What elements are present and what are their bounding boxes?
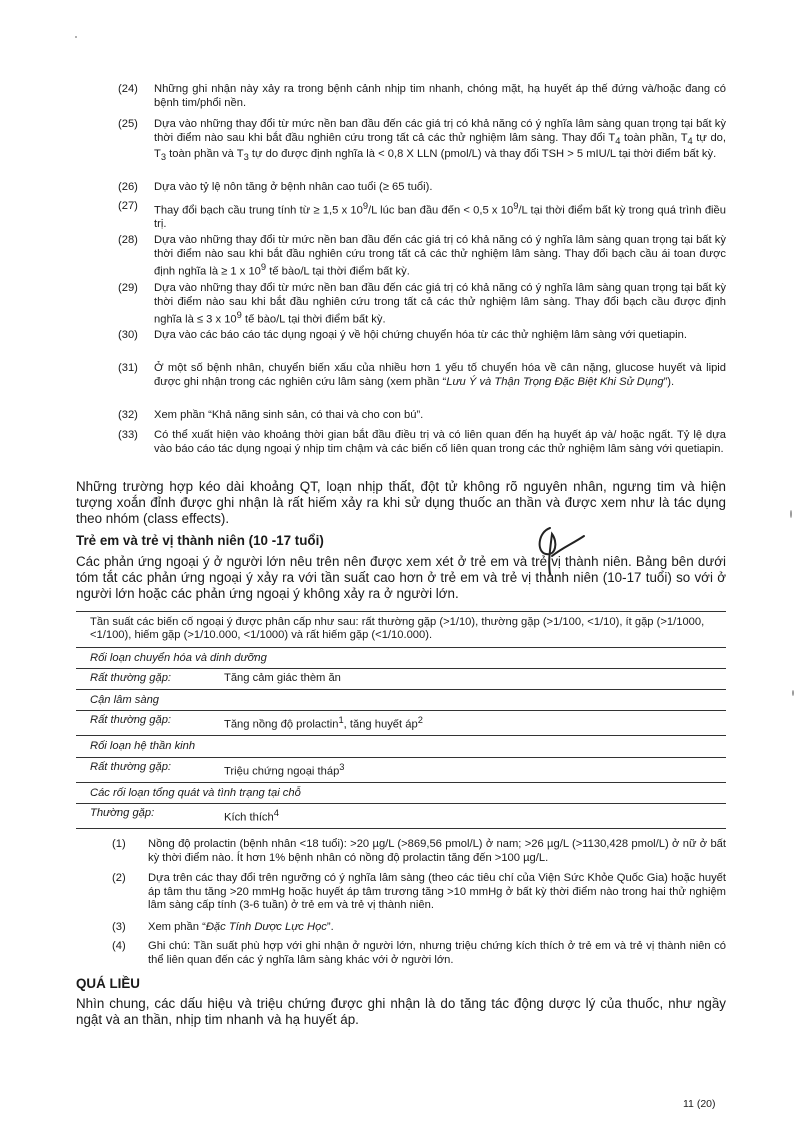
overdose-heading: QUÁ LIỀU [76,976,140,991]
frequency-definition: Tần suất các biến cố ngoại ý được phân cấp như sau: rất thường gặp (>1/10), thường gặp (>1/100, <1/10), ít gặp (>1/1000, <1/100), hiếm gặp (>1/10.000, <1/1000) và rất hiếm gặp (<1/10.000). [76,612,726,648]
frequency-label: Rất thường gặp: [76,757,224,782]
adverse-event: Kích thích$^4$ [224,804,726,829]
table-note-2: (2) Dựa trên các thay đổi trên ngưỡng có ý nghĩa lâm sàng (theo các tiêu chí của Viện Sức Khỏe Quốc Gia) hoặc huyết áp tâm thu tăng >20 mmHg hoặc huyết áp tâm trương tăng >10 mmHg ở bất kỳ thời điểm nào trong hai thử nghiệm lâm sàng cấp tính (3-6 tuần) ở trẻ em và trẻ vị thành niên. [112,872,726,912]
adverse-event: Triệu chứng ngoại tháp$^3$ [224,757,726,782]
footnote-24: (24) Những ghi nhận này xảy ra trong bệnh cảnh nhịp tim nhanh, chóng mặt, hạ huyết áp thế đứng và/hoặc đang có bệnh tim/phổi nền. [118,83,726,109]
frequency-label: Rất thường gặp: [76,711,224,736]
scan-speck [792,690,794,696]
children-paragraph: Các phản ứng ngoại ý ở người lớn nêu trên nên được xem xét ở trẻ em và trẻ vị thành niên. Bảng bên dưới tóm tắt các phản ứng ngoại ý xảy ra với tần suất cao hơn ở trẻ em và trẻ vị thành niên (10-17 tuổi) so với ở người lớn hoặc các phản ứng ngoại ý không xảy ra ở người lớn. [76,554,726,602]
organ-group-metabolic: Rối loạn chuyển hóa và dinh dưỡng [76,647,726,668]
organ-group-nervous: Rối loạn hệ thần kinh [76,736,726,757]
table-note-1: (1) Nồng độ prolactin (bệnh nhân <18 tuổi): >20 µg/L (>869,56 pmol/L) ở nam; >26 µg/L (>1130,428 pmol/L) ở nữ ở bất kỳ thời điểm nào. Ít hơn 1% bệnh nhân có nồng độ prolactin tăng đến >100 µg/L. [112,838,726,864]
footnote-25: (25) Dựa vào những thay đổi từ mức nền ban đầu đến các giá trị có khả năng có ý nghĩa lâm sàng quan trọng tại bất kỳ thời điểm nào sau khi bắt đầu nghiên cứu trong tất cả các thử nghiệm lâm sàng. Thay đổi $T_4$ toàn phần, $T_4$ tự do, $T_3$ toàn phần và $T_3$ tự do được định nghĩa là < 0,8 X LLN (pmol/L) và thay đổi TSH > 5 mIU/L tại thời điểm bất kỳ. [118,118,726,163]
footnote-32: (32) Xem phần “Khả năng sinh sản, có thai và cho con bú”. [118,409,424,421]
page-number: 11 (20) [683,1098,716,1110]
footnote-33: (33) Có thể xuất hiện vào khoảng thời gian bắt đầu điều trị và có liên quan đến hạ huyết áp và/ hoặc ngất. Tỷ lệ dựa vào báo cáo tác dụng ngoại ý nhịp tim chậm và các biến cố liên quan trong các thử nghiệm lâm sàng với quetiapin. [118,429,726,455]
scan-speck [790,510,792,518]
organ-group-general: Các rối loạn tổng quát và tình trạng tại chỗ [76,782,726,803]
footnote-30: (30) Dựa vào các báo cáo tác dụng ngoại ý về hội chứng chuyển hóa từ các thử nghiệm lâm sàng với quetiapin. [118,329,687,341]
overdose-paragraph: Nhìn chung, các dấu hiệu và triệu chứng được ghi nhận là do tăng tác động dược lý của thuốc, như ngầy ngật và an thần, nhịp tim nhanh và hạ huyết áp. [76,996,726,1028]
footnote-31: (31) Ở một số bệnh nhân, chuyển biến xấu của nhiều hơn 1 yếu tố chuyển hóa về cân nặng, glucose huyết và lipid được ghi nhận trong các nghiên cứu lâm sàng (xem phần “Lưu Ý và Thận Trọng Đặc Biệt Khi Sử Dụng”). [118,362,726,388]
footnote-26: (26) Dựa vào tỷ lệ nôn tăng ở bệnh nhân cao tuổi (≥ 65 tuổi). [118,181,433,193]
qt-paragraph: Những trường hợp kéo dài khoảng QT, loạn nhịp thất, đột tử không rõ nguyên nhân, ngưng tim và hiện tượng xoắn đỉnh được ghi nhận là rất hiếm xảy ra khi sử dụng thuốc an thần và được xem như là tác dụng theo nhóm (class effects). [76,479,726,527]
children-heading: Trẻ em và trẻ vị thành niên (10 -17 tuổi) [76,533,324,548]
scan-speck [75,36,77,38]
footnote-28: (28) Dựa vào những thay đổi từ mức nền ban đầu đến các giá trị có khả năng có ý nghĩa lâm sàng quan trọng tại bất kỳ thời điểm nào sau khi bắt đầu nghiên cứu trong tất cả các thử nghiệm lâm sàng. Thay đổi bạch cầu ái toan được định nghĩa là ≥ 1 x $10^9$ tế bào/L tại thời điểm bất kỳ. [118,234,726,278]
organ-group-investigations: Cận lâm sàng [76,689,726,710]
table-note-4: (4) Ghi chú: Tần suất phù hợp với ghi nhận ở người lớn, nhưng triệu chứng kích thích ở trẻ em và trẻ vị thành niên có thể liên quan đến các ý nghĩa lâm sàng khác với ở người lớn. [112,940,726,966]
adverse-event: Tăng cảm giác thèm ăn [224,669,726,689]
adverse-event: Tăng nồng độ prolactin$^1$, tăng huyết $áp^2$ [224,711,726,736]
table-note-3: (3) Xem phần “Đặc Tính Dược Lực Học”. [112,921,334,933]
frequency-label: Rất thường gặp: [76,669,224,689]
footnote-27: (27) Thay đổi bạch cầu trung tính từ ≥ 1,5 x $10^9/L$ lúc ban đầu đến < 0,5 x $10^9/L$ tại thời điểm bất kỳ trong quá trình điều trị. [118,200,726,231]
frequency-label: Thường gặp: [76,804,224,829]
pediatric-adverse-events-table [76,611,726,829]
footnote-29: (29) Dựa vào những thay đổi từ mức nền ban đầu đến các giá trị có khả năng có ý nghĩa lâm sàng quan trọng tại bất kỳ thời điểm nào sau khi bắt đầu nghiên cứu trong tất cả các thử nghiệm lâm sàng. Thay đổi bạch cầu được định nghĩa là ≤ 3 x $10^9$ tế bào/L tại thời điểm bất kỳ. [118,282,726,326]
